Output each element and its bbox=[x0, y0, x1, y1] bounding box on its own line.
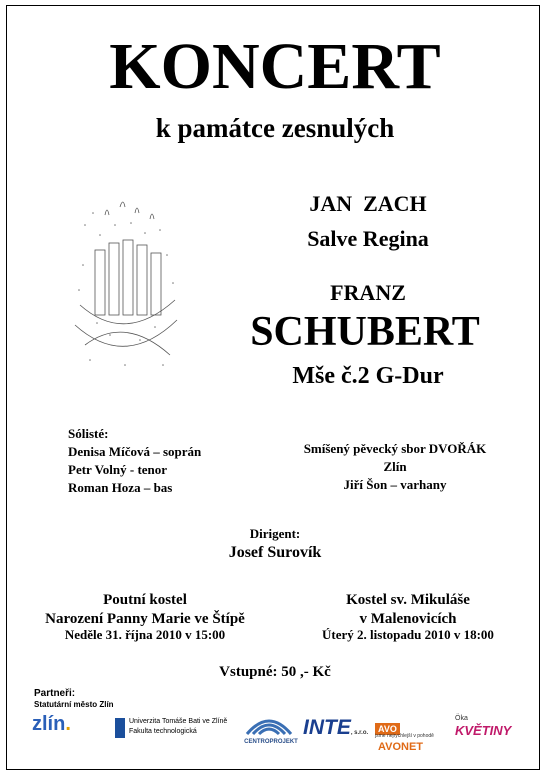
candles-illustration bbox=[65, 195, 185, 377]
utb-emblem-icon bbox=[115, 718, 125, 738]
utb-name: Univerzita Tomáše Bati ve Zlíně bbox=[129, 718, 228, 725]
centroprojekt-name: CENTROPROJEKT bbox=[244, 739, 298, 745]
soloists-block bbox=[68, 425, 201, 497]
inte-name: INTE bbox=[303, 716, 351, 739]
choir-block bbox=[270, 440, 520, 494]
avonet-badge: AVO bbox=[375, 723, 400, 735]
choir-city: Zlín bbox=[383, 459, 407, 474]
concert-subtitle: k památce zesnulých bbox=[155, 113, 395, 143]
zlin-logo-dot: . bbox=[65, 713, 71, 735]
soloist-item: Petr Volný - tenor bbox=[68, 462, 168, 477]
venue1-date: Neděle 31. října 2010 v 15:00 bbox=[64, 627, 226, 642]
venue1-name bbox=[0, 591, 290, 629]
inte-suffix: , s.r.o. bbox=[350, 730, 369, 736]
avonet-name: AVONET bbox=[378, 741, 424, 753]
kvetiny-top-text: Öka bbox=[455, 715, 468, 722]
composer2-work: Mše č.2 G-Dur bbox=[292, 363, 444, 389]
centroprojekt-logo bbox=[243, 712, 298, 746]
composer2-last-name: SCHUBERT bbox=[250, 309, 480, 355]
inte-logo bbox=[303, 716, 368, 745]
venue1-line1: Poutní kostel bbox=[103, 592, 187, 608]
avonet-slogan: jsme nejrychlejší v pohodě bbox=[375, 733, 434, 739]
organist: Jiří Šon – varhany bbox=[343, 477, 447, 492]
soloist-item: Roman Hoza – bas bbox=[68, 480, 173, 495]
soloists-heading: Sólisté: bbox=[68, 426, 109, 441]
soloist-item: Denisa Míčová – soprán bbox=[68, 444, 202, 459]
avonet-logo bbox=[375, 719, 445, 755]
conductor-label: Dirigent: bbox=[249, 526, 301, 541]
partners-label: Partneři: bbox=[34, 688, 76, 699]
utb-faculty: Fakulta technologická bbox=[129, 728, 197, 735]
composer2-first-name: FRANZ bbox=[330, 280, 406, 305]
conductor-name: Josef Surovík bbox=[228, 544, 322, 561]
venue2-name bbox=[283, 591, 533, 629]
kvetiny-name: KVĚTINY bbox=[455, 723, 512, 738]
zlin-logo bbox=[32, 712, 71, 736]
kvetiny-logo bbox=[455, 714, 515, 739]
venue2-date: Úterý 2. listopadu 2010 v 18:00 bbox=[322, 627, 494, 642]
composer1-name: JAN ZACH bbox=[309, 191, 427, 216]
venue2-line2: v Malenovicích bbox=[359, 611, 457, 627]
zlin-logo-text: zlín bbox=[32, 713, 66, 735]
city-partner-label: Statutární město Zlín bbox=[34, 700, 114, 709]
centroprojekt-emblem-icon bbox=[243, 712, 295, 738]
venue2-line1: Kostel sv. Mikuláše bbox=[346, 592, 470, 608]
concert-title: KONCERT bbox=[109, 30, 441, 103]
choir-name: Smíšený pěvecký sbor DVOŘÁK bbox=[303, 441, 487, 456]
admission-price: Vstupné: 50 ,- Kč bbox=[219, 664, 331, 680]
venue1-line2: Narození Panny Marie ve Štípě bbox=[45, 611, 245, 627]
composer1-work: Salve Regina bbox=[307, 226, 429, 251]
